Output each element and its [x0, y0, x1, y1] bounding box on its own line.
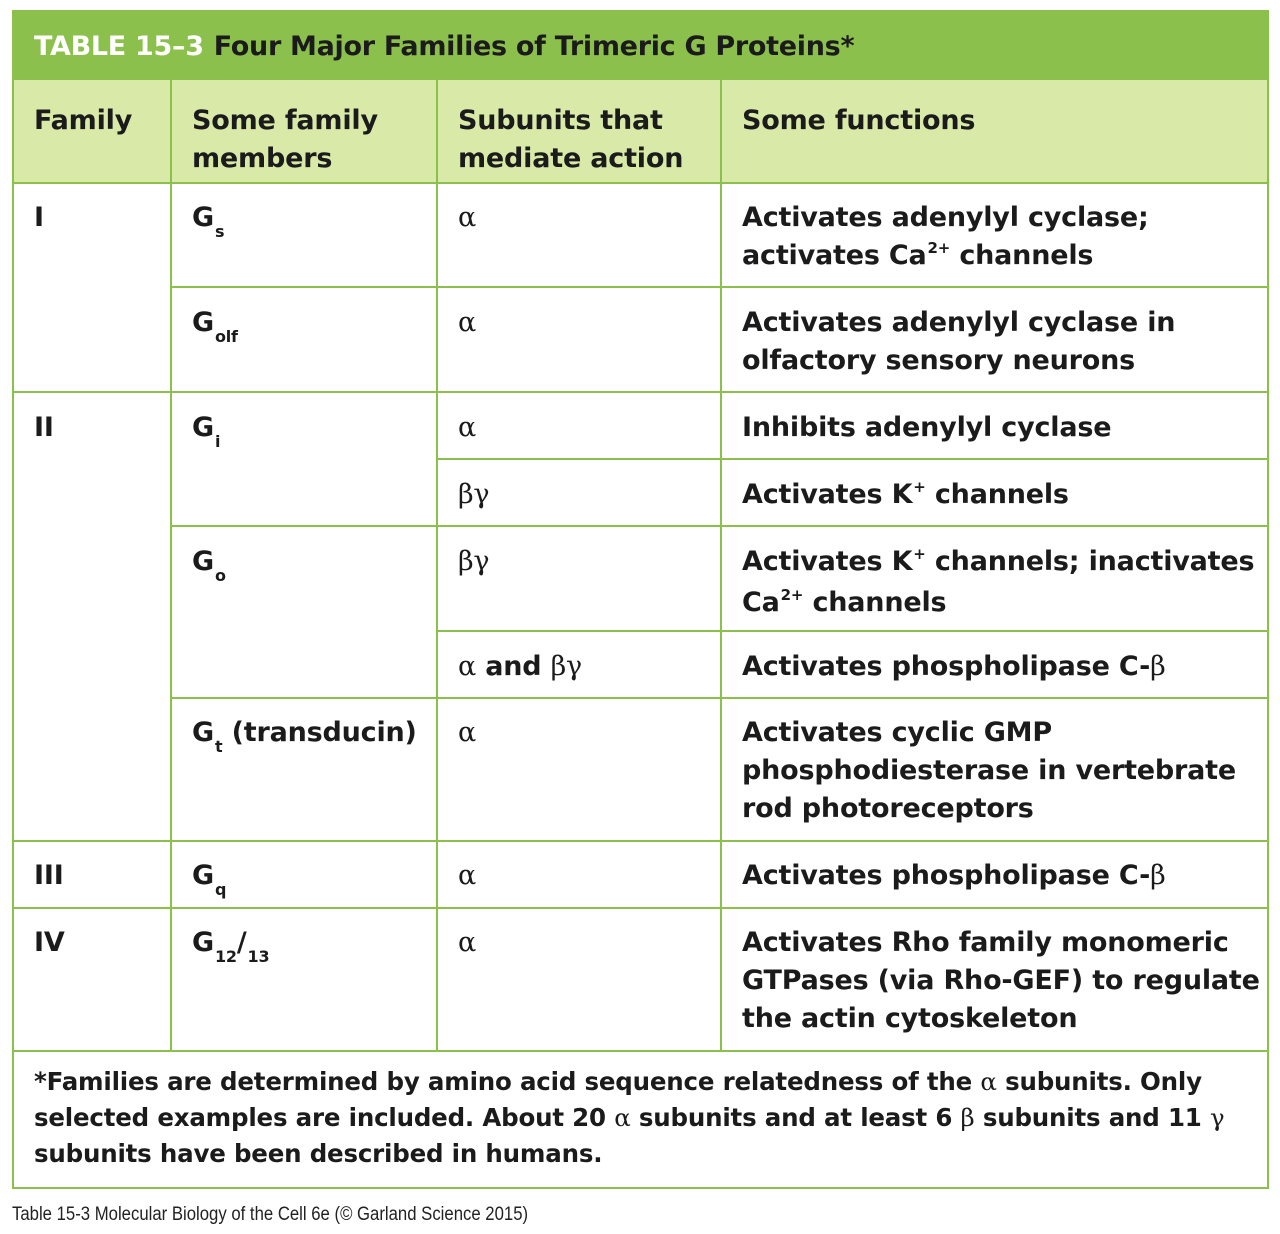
subunit-go-alpha-betagamma: α and βγ: [458, 651, 582, 682]
row-divider: [14, 391, 1269, 393]
row-divider: [170, 286, 1269, 288]
subunit-gi-alpha: α: [458, 412, 477, 443]
function-gi-betagamma: Activates K+ channels: [742, 478, 1069, 510]
row-divider: [14, 907, 1269, 909]
header-subunits: Subunits that mediate action: [458, 105, 684, 174]
table-title-bar: [14, 12, 1267, 80]
member-g12-13: $G_{12}/_{13}$: [192, 927, 270, 966]
family-i: I: [34, 202, 44, 233]
figure-caption: Table 15-3 Molecular Biology of the Cell 6e (© Garland Science 2015): [12, 1204, 529, 1225]
g-protein-table: [12, 10, 1269, 1189]
row-divider: [14, 840, 1269, 842]
function-golf: Activates adenylyl cyclase in olfactory sensory neurons: [742, 307, 1176, 376]
row-divider: [170, 697, 1269, 699]
function-gs: Activates adenylyl cyclase; activates $Ca^{2+}$ channels: [742, 202, 1149, 271]
subunit-gt: α: [458, 717, 477, 748]
function-gi-alpha: Inhibits adenylyl cyclase: [742, 412, 1112, 443]
header-functions: Some functions: [742, 105, 976, 136]
function-gt: Activates cyclic GMP phosphodiesterase in vertebrate rod photoreceptors: [742, 717, 1236, 824]
member-gq: $G_q$: [192, 860, 227, 899]
member-gt: $G_t$ (transducin): [192, 717, 417, 756]
table-header-row: [14, 80, 1267, 184]
member-golf: $G_{olf}$: [192, 307, 238, 346]
table-footnote: *Families are determined by amino acid sequence relatedness of the α subunits. Only selected examples are included. About 20 α subunits and at least 6 β subunits and 11 γ subunits have been described in humans.: [34, 1067, 1233, 1168]
subunit-gi-betagamma: βγ: [458, 479, 490, 510]
subunit-go-betagamma: βγ: [458, 546, 490, 577]
table-number: TABLE 15–3: [34, 30, 204, 62]
function-go-betagamma: Activates K+ channels; inactivates $Ca^{2+}$ channels: [742, 545, 1255, 618]
header-family: Family: [34, 105, 133, 136]
row-divider: [436, 458, 1269, 460]
family-iv: IV: [34, 927, 65, 958]
member-gs: $G_s$: [192, 202, 225, 241]
function-g12-13: Activates Rho family monomeric GTPases (via Rho-GEF) to regulate the actin cytoskeleton: [742, 927, 1260, 1034]
function-go-alpha-betagamma: Activates phospholipase C-β: [742, 651, 1166, 682]
member-go: $G_o$: [192, 546, 226, 585]
table-title: Four Major Families of Trimeric G Proteins*: [213, 30, 855, 62]
row-divider: [436, 630, 1269, 632]
function-gq: Activates phospholipase C-β: [742, 860, 1166, 891]
family-iii: III: [34, 860, 64, 891]
subunit-gq: α: [458, 860, 477, 891]
row-divider: [14, 1050, 1269, 1052]
subunit-g12-13: α: [458, 927, 477, 958]
subunit-golf: α: [458, 307, 477, 338]
family-ii: II: [34, 412, 54, 443]
header-members: Some family members: [192, 105, 378, 174]
row-divider: [170, 525, 1269, 527]
subunit-gs: α: [458, 202, 477, 233]
member-gi: $G_i$: [192, 412, 221, 451]
